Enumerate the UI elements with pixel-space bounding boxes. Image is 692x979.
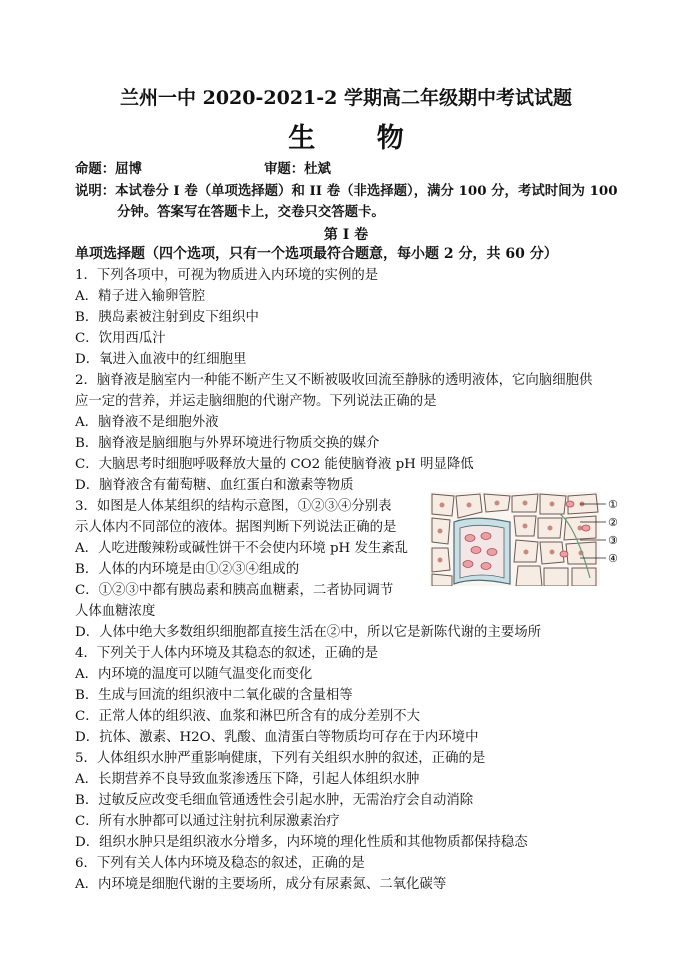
option-line: D．脑脊液含有葡萄糖、血红蛋白和激素等物质 xyxy=(75,478,354,493)
option-line: B．胰岛素被注射到皮下组织中 xyxy=(75,310,259,325)
option-line: 人体血糖浓度 xyxy=(75,604,156,619)
tissue-structure-figure xyxy=(430,492,624,586)
question-line: 6．下列有关人体内环境及稳态的叙述，正确的是 xyxy=(75,856,365,871)
option-line: A．精子进入输卵管腔 xyxy=(75,289,206,304)
figure-label-3: ③ xyxy=(608,534,618,547)
section-title: 第 I 卷 xyxy=(323,227,369,243)
option-line: A．脑脊液不是细胞外液 xyxy=(75,415,219,430)
instructions-line-2: 分钟。答案写在答题卡上，交卷只交答题卡。 xyxy=(117,204,385,220)
option-line: C．正常人体的组织液、血浆和淋巴所含有的成分差别不大 xyxy=(75,709,421,724)
option-line: D．氧进入血液中的红细胞里 xyxy=(75,352,247,367)
option-line: C．①②③中都有胰岛素和胰高血糖素，二者协同调节 xyxy=(75,583,394,598)
option-line: C．大脑思考时细胞呼吸释放大量的 CO2 能使脑脊液 pH 明显降低 xyxy=(75,457,474,472)
option-line: D．人体中绝大多数组织细胞都直接生活在②中，所以它是新陈代谢的主要场所 xyxy=(75,625,542,640)
option-line: C．饮用西瓜汁 xyxy=(75,331,166,346)
question-line: 1．下列各项中，可视为物质进入内环境的实例的是 xyxy=(75,268,379,283)
question-line: 应一定的营养，并运走脑细胞的代谢产物。下列说法正确的是 xyxy=(75,394,437,409)
option-line: B．脑脊液是脑细胞与外界环境进行物质交换的媒介 xyxy=(75,436,380,451)
author-line: 命题：屈博 xyxy=(75,161,142,177)
reviewer-line: 审题：杜斌 xyxy=(264,161,331,177)
subject-heading: 生 物 xyxy=(288,123,430,154)
option-line: D．组织水肿只是组织液水分增多，内环境的理化性质和其他物质都保持稳态 xyxy=(75,835,528,850)
option-line: A．人吃进酸辣粉或碱性饼干不会使内环境 pH 发生紊乱 xyxy=(75,541,409,556)
vessel-lumen xyxy=(460,525,504,578)
option-line: D．抗体、激素、H2O、乳酸、血清蛋白等物质均可存在于内环境中 xyxy=(75,730,479,745)
question-line: 3．如图是人体某组织的结构示意图，①②③④分别表 xyxy=(75,499,392,514)
option-line: A．内环境的温度可以随气温变化而变化 xyxy=(75,667,313,682)
instructions-line-1: 说明：本试卷分 I 卷（单项选择题）和 II 卷（非选择题），满分 100 分，考试时间为 100 xyxy=(75,183,618,199)
question-line: 4．下列关于人体内环境及其稳态的叙述，正确的是 xyxy=(75,646,379,661)
question-line: 2．脑脊液是脑室内一种能不断产生又不断被吸收回流至静脉的透明液体，它向脑细胞供 xyxy=(75,373,593,388)
option-line: B．过敏反应改变毛细血管通透性会引起水肿，无需治疗会自动消除 xyxy=(75,793,474,808)
option-line: A．内环境是细胞代谢的主要场所，成分有尿素氮、二氧化碳等 xyxy=(75,877,447,892)
option-line: A．长期营养不良导致血浆渗透压下降，引起人体组织水肿 xyxy=(75,772,420,787)
option-line: C．所有水肿都可以通过注射抗利尿激素治疗 xyxy=(75,814,340,829)
figure-label-2: ② xyxy=(608,516,618,529)
option-line: B．生成与回流的组织液中二氧化碳的含量相等 xyxy=(75,688,353,703)
exam-title: 兰州一中 2020-2021-2 学期高二年级期中考试试题 xyxy=(120,87,572,109)
question-line: 5．人体组织水肿严重影响健康，下列有关组织水肿的叙述，正确的是 xyxy=(75,751,486,766)
figure-label-4: ④ xyxy=(608,552,618,565)
question-line: 示人体内不同部位的液体。据图判断下列说法正确的是 xyxy=(75,520,397,535)
figure-label-1: ① xyxy=(608,498,618,511)
part-title: 单项选择题（四个选项，只有一个选项最符合题意，每小题 2 分，共 60 分） xyxy=(75,246,558,262)
option-line: B．人体的内环境是由①②③④组成的 xyxy=(75,562,300,577)
